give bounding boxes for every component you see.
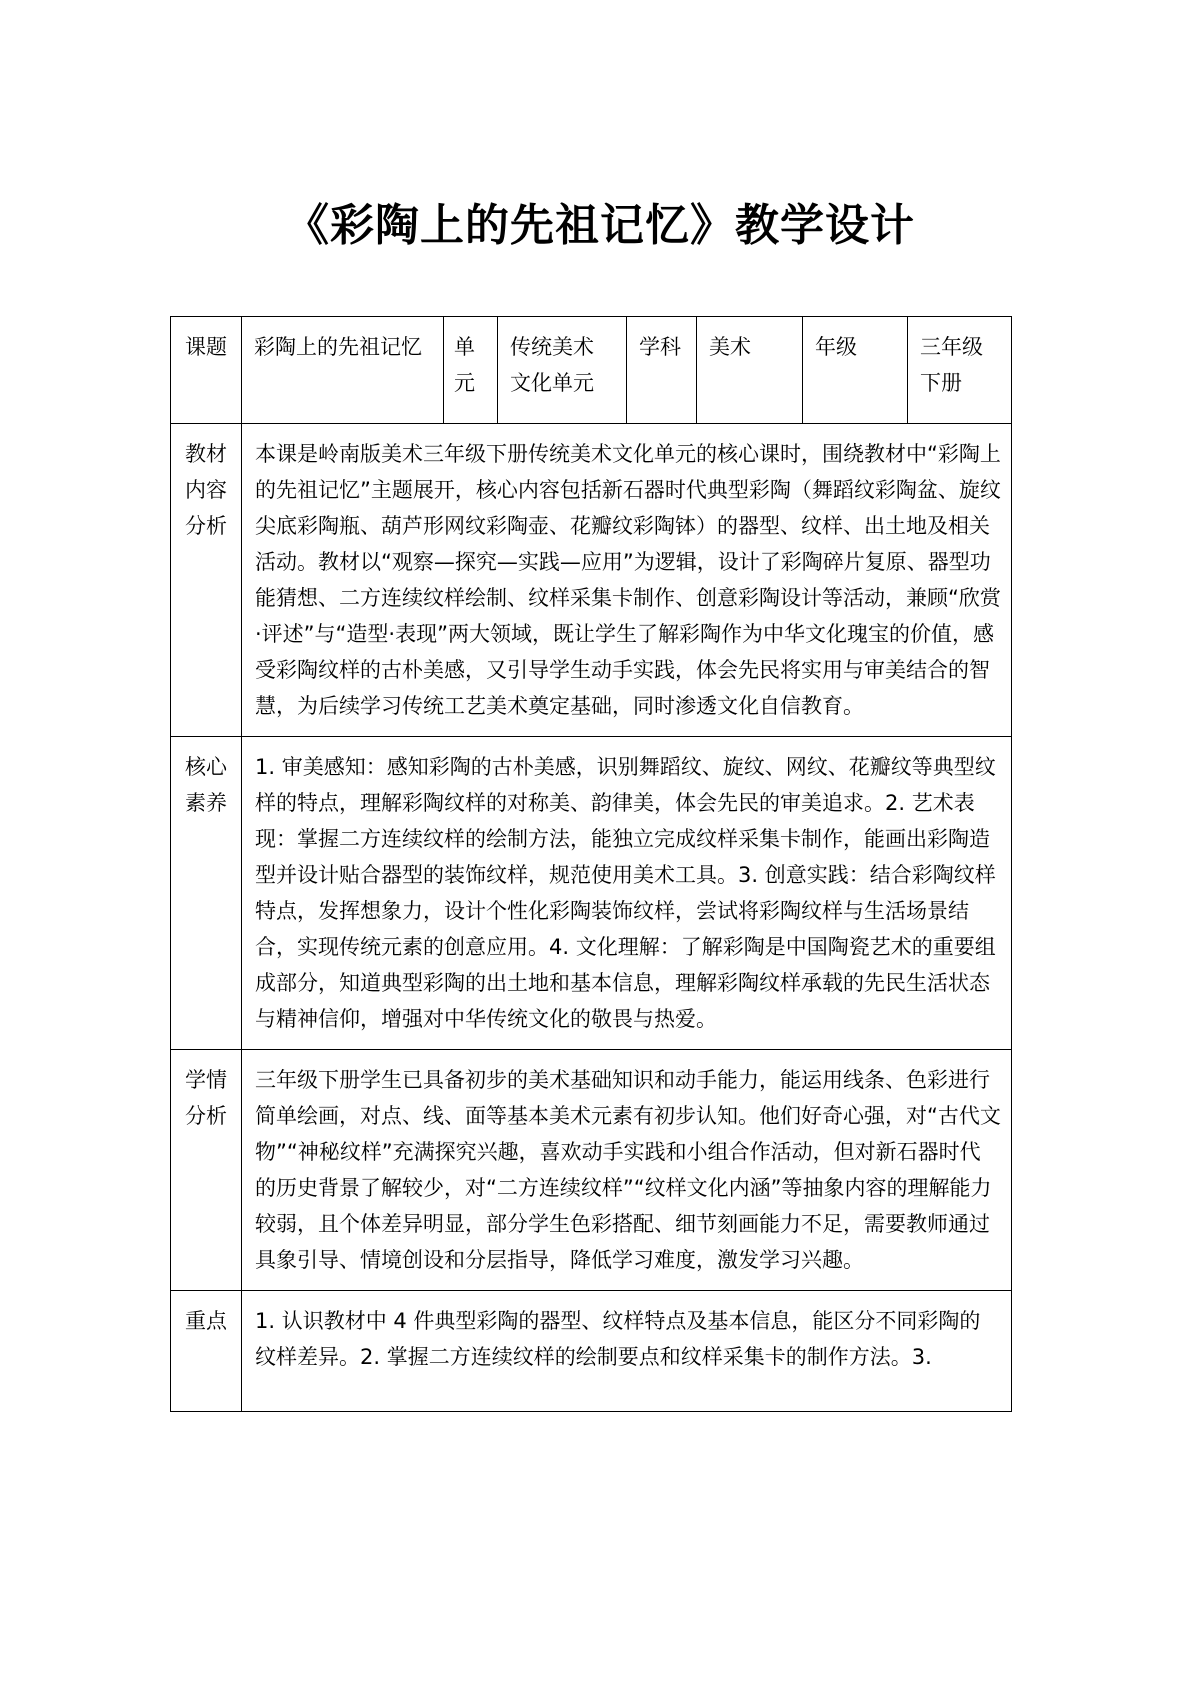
grade-value-cell — [908, 317, 1012, 424]
material-analysis-label: 教材内容分析 — [185, 442, 227, 538]
learner-analysis-text: 三年级下册学生已具备初步的美术基础知识和动手能力，能运用线条、色彩进行简单绘画，对点、线、面等基本美术元素有初步认知。他们好奇心强，对“古代文物”“神秘纹样”充满探究兴趣，喜欢动手实践和小组合作活动，但对新石器时代的历史背景了解较少，对“二方连续纹样”“纹样文化内涵”等抽象内容的理解能力较弱，且个体差异明显，部分学生色彩搭配、细节刻画能力不足，需要教师通过具象引导、情境创设和分层指导，降低学习难度，激发学习兴趣。 — [242, 1050, 1012, 1291]
page-title: 《彩陶上的先祖记忆》教学设计 — [285, 200, 915, 251]
topic-label-cell — [171, 317, 242, 424]
grade-label-cell — [803, 317, 908, 424]
key-points-text-cell — [242, 1291, 1012, 1412]
key-points-label-cell — [171, 1291, 242, 1412]
table-row-learner-analysis — [171, 1050, 1012, 1291]
unit-value: 传统美术文化单元 — [510, 335, 594, 395]
subject-value: 美术 — [709, 335, 751, 359]
grade-label: 年级 — [815, 335, 857, 359]
unit-label-cell — [444, 317, 498, 424]
core-literacy-text: 1. 审美感知：感知彩陶的古朴美感，识别舞蹈纹、旋纹、网纹、花瓣纹等典型纹样的特点，理解彩陶纹样的对称美、韵律美，体会先民的审美追求。2. 艺术表现：掌握二方连续纹样的绘制方法，能独立完成纹样采集卡制作，能画出彩陶造型并设计贴合器型的装饰纹样，规范使用美术工具。3. 创意实践：结合彩陶纹样特点，发挥想象力，设计个性化彩陶装饰纹样，尝试将彩陶纹样与生活场景结合，实现传统元素的创意应用。4. 文化理解：了解彩陶是中国陶瓷艺术的重要组成部分，知道典型彩陶的出土地和基本信息，理解彩陶纹样承载的先民生活状态与精神信仰，增强对中华传统文化的敬畏与热爱。 — [242, 737, 1012, 1050]
material-analysis-label-cell — [171, 424, 242, 737]
table-row-key-points — [171, 1291, 1012, 1412]
subject-label-cell — [627, 317, 697, 424]
key-points-text: 1. 认识教材中 4 件典型彩陶的器型、纹样特点及基本信息，能区分不同彩陶的纹样差异。2. 掌握二方连续纹样的绘制要点和纹样采集卡的制作方法。3. — [255, 1309, 981, 1369]
core-literacy-label: 核心素养 — [185, 755, 227, 815]
material-analysis-text: 本课是岭南版美术三年级下册传统美术文化单元的核心课时，围绕教材中“彩陶上的先祖记忆”主题展开，核心内容包括新石器时代典型彩陶（舞蹈纹彩陶盆、旋纹尖底彩陶瓶、葫芦形网纹彩陶壶、花瓣纹彩陶钵）的器型、纹样、出土地及相关活动。教材以“观察—探究—实践—应用”为逻辑，设计了彩陶碎片复原、器型功能猜想、二方连续纹样绘制、纹样采集卡制作、创意彩陶设计等活动，兼顾“欣赏·评述”与“造型·表现”两大领域，既让学生了解彩陶作为中华文化瑰宝的价值，感受彩陶纹样的古朴美感，又引导学生动手实践，体会先民将实用与审美结合的智慧，为后续学习传统工艺美术奠定基础，同时渗透文化自信教育。 — [242, 424, 1012, 737]
subject-value-cell — [697, 317, 803, 424]
lesson-design-table — [170, 316, 1012, 1412]
topic-value: 彩陶上的先祖记忆 — [254, 335, 422, 359]
topic-value-cell — [242, 317, 444, 424]
table-row-material-analysis — [171, 424, 1012, 737]
table-row-header — [171, 317, 1012, 424]
key-points-label: 重点 — [185, 1309, 227, 1333]
unit-value-cell — [498, 317, 627, 424]
table-row-core-literacy — [171, 737, 1012, 1050]
grade-value: 三年级下册 — [920, 335, 983, 395]
unit-label: 单元 — [454, 335, 475, 395]
topic-label: 课题 — [185, 335, 227, 359]
core-literacy-label-cell — [171, 737, 242, 1050]
learner-analysis-label: 学情分析 — [185, 1068, 227, 1128]
subject-label: 学科 — [639, 335, 681, 359]
learner-analysis-label-cell — [171, 1050, 242, 1291]
